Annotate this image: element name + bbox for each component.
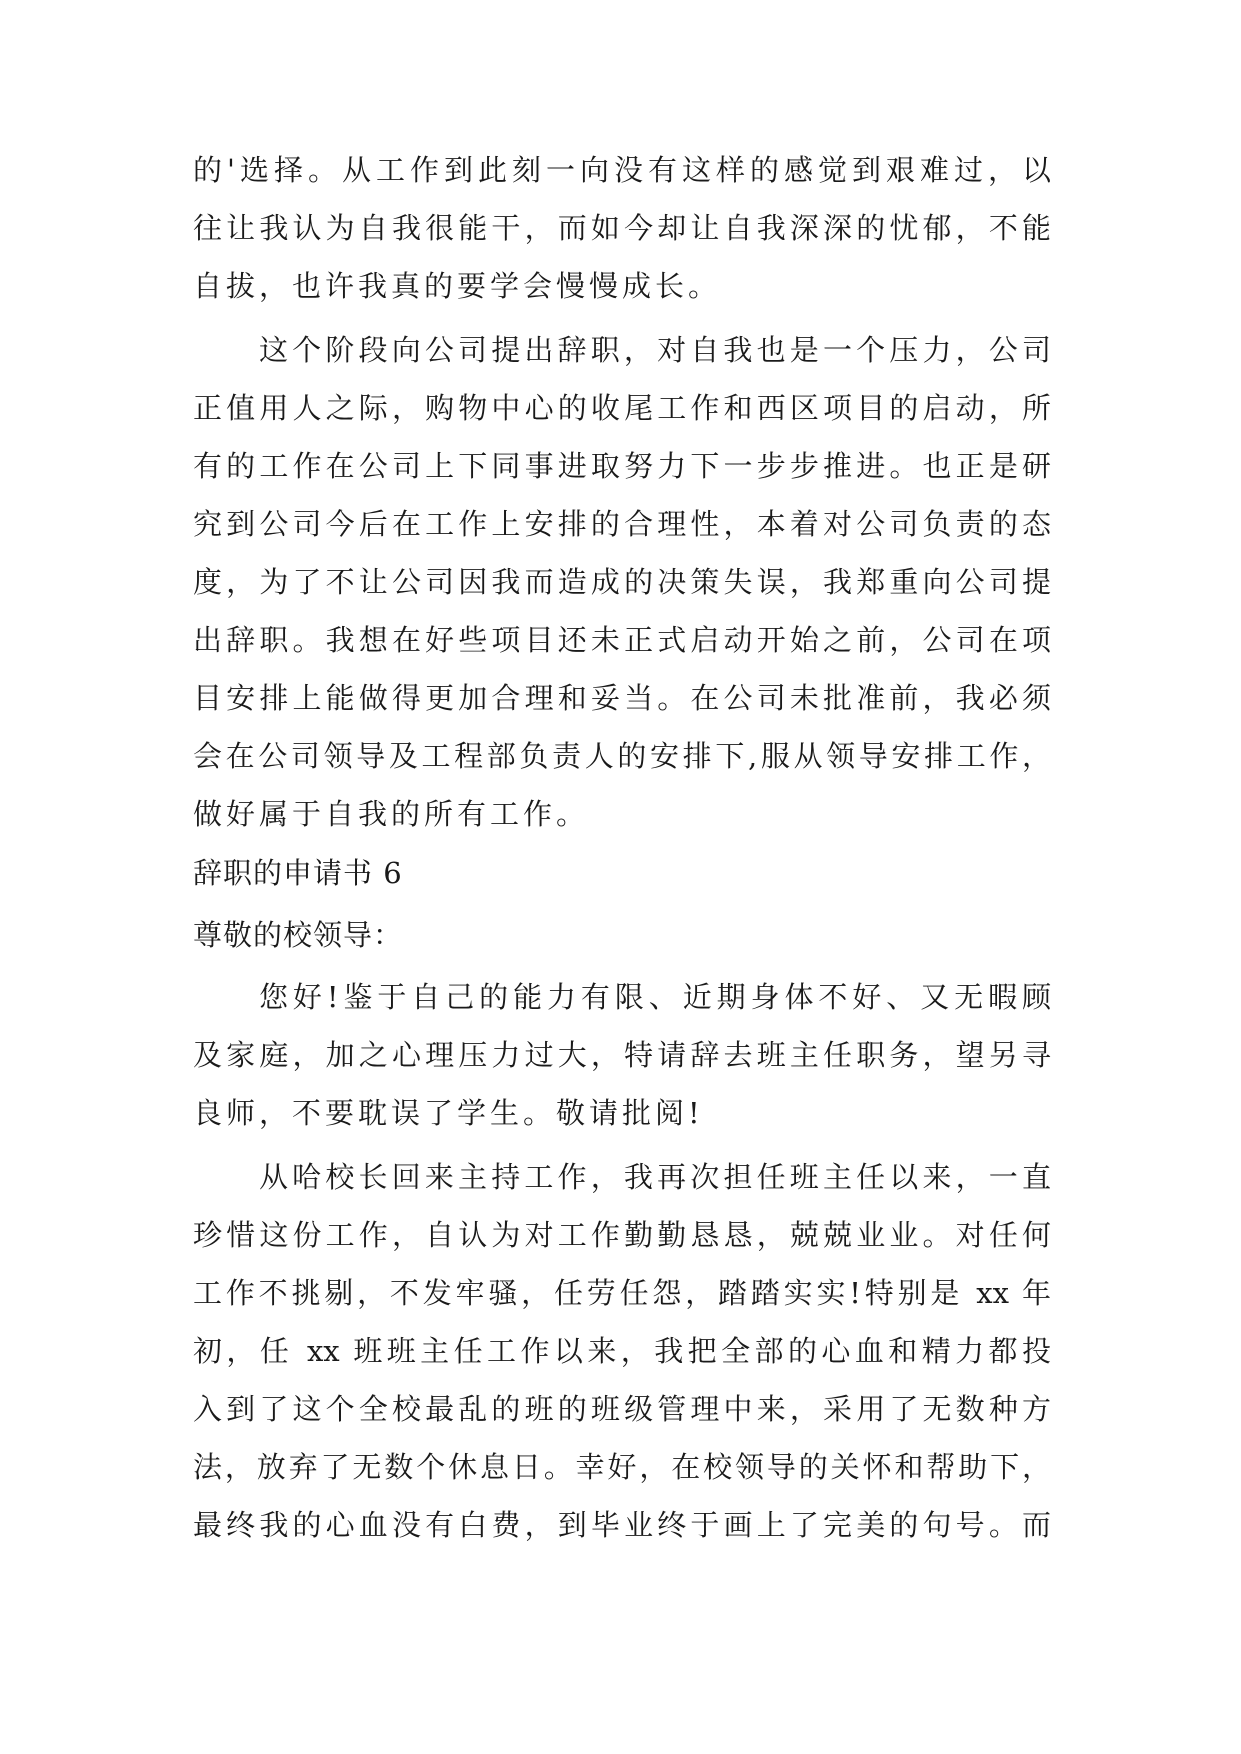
paragraph-line: 入到了这个全校最乱的班的班级管理中来，采用了无数种方 [193, 1392, 1051, 1426]
paragraph-line: 初，任 xx 班班主任工作以来，我把全部的心血和精力都投 [193, 1334, 1051, 1368]
paragraph-line: 法，放弃了无数个休息日。幸好，在校领导的关怀和帮助下， [193, 1450, 1051, 1484]
paragraph-line: 及家庭，加之心理压力过大，特请辞去班主任职务，望另寻 [193, 1038, 1051, 1072]
salutation: 尊敬的校领导： [193, 918, 404, 952]
paragraph-line: 做好属于自我的所有工作。 [193, 797, 590, 831]
paragraph-line: 出辞职。我想在好些项目还未正式启动开始之前，公司在项 [193, 623, 1051, 657]
paragraph-line: 的'选择。从工作到此刻一向没有这样的感觉到艰难过，以 [193, 153, 1051, 187]
paragraph-line: 最终我的心血没有白费，到毕业终于画上了完美的句号。而 [193, 1508, 1051, 1542]
paragraph-line: 往让我认为自我很能干，而如今却让自我深深的忧郁，不能 [193, 211, 1051, 245]
paragraph-line: 自拔，也许我真的要学会慢慢成长。 [193, 269, 722, 303]
paragraph-line: 工作不挑剔，不发牢骚，任劳任怨，踏踏实实!特别是 xx 年 [193, 1276, 1051, 1310]
paragraph-line: 良师，不要耽误了学生。敬请批阅! [193, 1096, 704, 1130]
section-title: 辞职的申请书 6 [193, 856, 403, 890]
paragraph-line: 您好!鉴于自己的能力有限、近期身体不好、又无暇顾 [259, 980, 1051, 1014]
paragraph-line: 这个阶段向公司提出辞职，对自我也是一个压力，公司 [259, 333, 1051, 367]
paragraph-line: 会在公司领导及工程部负责人的安排下,服从领导安排工作， [193, 739, 1051, 773]
paragraph-line: 目安排上能做得更加合理和妥当。在公司未批准前，我必须 [193, 681, 1051, 715]
paragraph-line: 从哈校长回来主持工作，我再次担任班主任以来，一直 [259, 1160, 1051, 1194]
paragraph-line: 度，为了不让公司因我而造成的决策失误，我郑重向公司提 [193, 565, 1051, 599]
paragraph-line: 有的工作在公司上下同事进取努力下一步步推进。也正是研 [193, 449, 1051, 483]
paragraph-line: 珍惜这份工作，自认为对工作勤勤恳恳，兢兢业业。对任何 [193, 1218, 1051, 1252]
paragraph-line: 究到公司今后在工作上安排的合理性，本着对公司负责的态 [193, 507, 1051, 541]
paragraph-line: 正值用人之际，购物中心的收尾工作和西区项目的启动，所 [193, 391, 1051, 425]
